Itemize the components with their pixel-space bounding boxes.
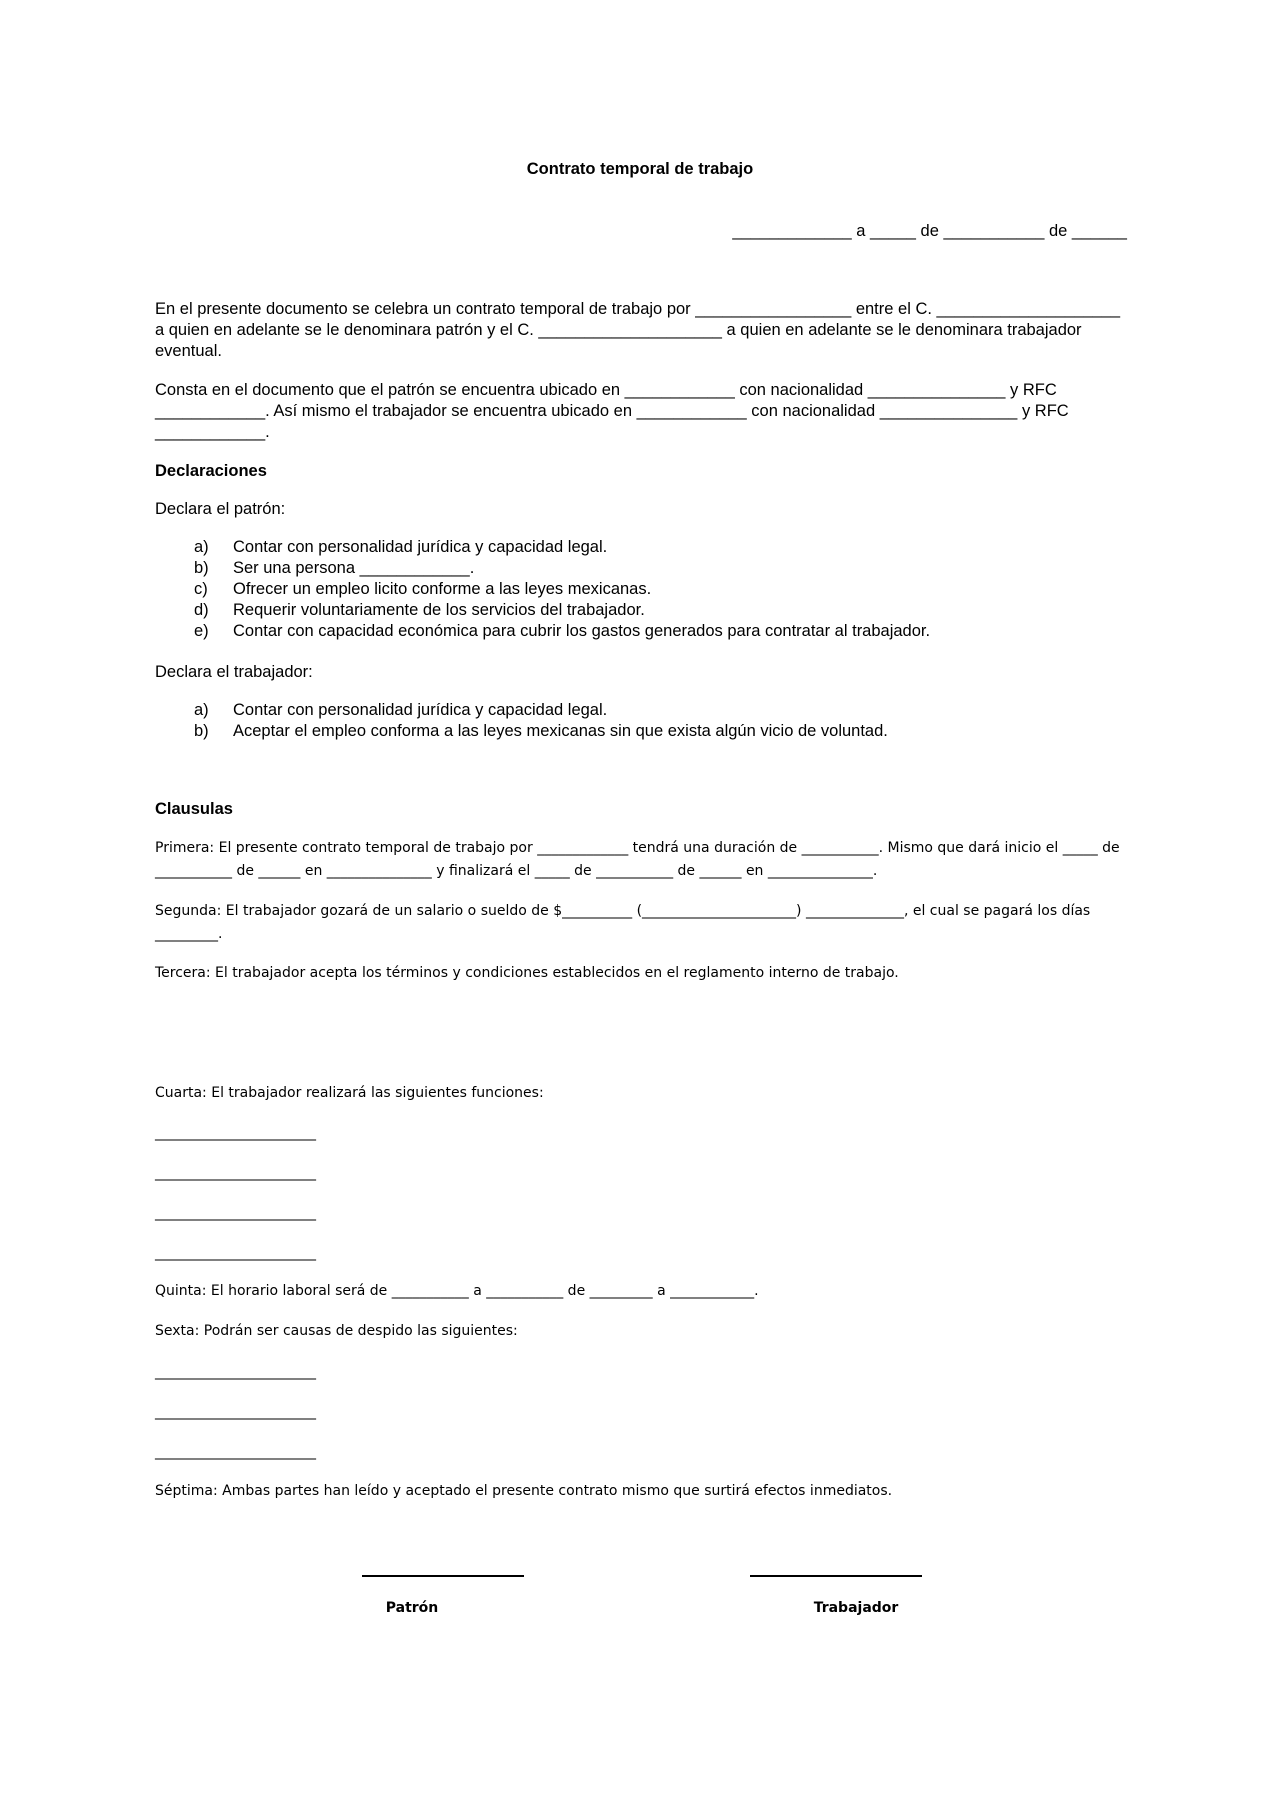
clausula-tercera: Tercera: El trabajador acepta los términos y condiciones establecidos en el reglamento interno de trabajo. <box>155 965 899 981</box>
list-item <box>155 600 1130 621</box>
list-marker: b) <box>194 722 209 740</box>
clausula-cuarta: Cuarta: El trabajador realizará las siguientes funciones: <box>155 1085 544 1101</box>
clausulas-heading: Clausulas <box>155 800 233 818</box>
list-item <box>155 721 1130 742</box>
list-item-text: Requerir voluntariamente de los servicios del trabajador. <box>233 601 645 619</box>
list-item <box>155 558 1130 579</box>
list-marker: e) <box>194 622 209 640</box>
list-marker: a) <box>194 701 209 719</box>
list-marker: b) <box>194 559 209 577</box>
list-marker: c) <box>194 580 208 598</box>
dismissal-blank: _______________________ <box>155 1404 316 1420</box>
list-marker: a) <box>194 538 209 556</box>
clausula-segunda: Segunda: El trabajador gozará de un salario o sueldo de $__________ (______________________) ______________, el cual se pagará los días _________. <box>155 903 1091 942</box>
patron-declaration-label: Declara el patrón: <box>155 500 286 518</box>
clausula-quinta: Quinta: El horario laboral será de ___________ a ___________ de _________ a ____________. <box>155 1283 759 1299</box>
list-item <box>155 621 1130 642</box>
document-title: Contrato temporal de trabajo <box>526 160 754 178</box>
trabajador-signature-line <box>750 1575 922 1577</box>
trabajador-signature-label: Trabajador <box>813 1600 899 1616</box>
list-item-text: Ser una persona ____________. <box>233 559 475 577</box>
declaraciones-heading: Declaraciones <box>155 462 267 480</box>
function-blank: _______________________ <box>155 1165 316 1181</box>
list-marker: d) <box>194 601 209 619</box>
function-blank: _______________________ <box>155 1205 316 1221</box>
list-item <box>155 537 1130 558</box>
patron-signature-line <box>362 1575 524 1577</box>
list-item-text: Contar con personalidad jurídica y capacidad legal. <box>233 701 608 719</box>
dismissal-blank: _______________________ <box>155 1364 316 1380</box>
location-paragraph: Consta en el documento que el patrón se encuentra ubicado en ____________ con nacionalidad _______________ y RFC ____________. Así mismo el trabajador se encuentra ubicado en ____________ con nacionalidad _______________ y RFC ____________. <box>155 381 1069 441</box>
list-item-text: Contar con personalidad jurídica y capacidad legal. <box>233 538 608 556</box>
list-item-text: Contar con capacidad económica para cubrir los gastos generados para contratar al trabajador. <box>233 622 931 640</box>
trabajador-declaration-label: Declara el trabajador: <box>155 663 313 681</box>
trabajador-declaration-list <box>155 700 1130 742</box>
date-line: _____________ a _____ de ___________ de ______ <box>732 222 1127 240</box>
function-blank: _______________________ <box>155 1245 316 1261</box>
list-item <box>155 700 1130 721</box>
clausula-primera: Primera: El presente contrato temporal de trabajo por _____________ tendrá una duración de ___________. Mismo que dará inicio el _____ de ___________ de ______ en _______________ y finalizará el _____ de ___________ de ______ en _______________. <box>155 840 1120 879</box>
clausula-sexta: Sexta: Podrán ser causas de despido las siguientes: <box>155 1323 518 1339</box>
function-blank: _______________________ <box>155 1125 316 1141</box>
patron-declaration-list <box>155 537 1130 642</box>
patron-signature-label: Patrón <box>385 1600 439 1616</box>
list-item-text: Ofrecer un empleo licito conforme a las leyes mexicanas. <box>233 580 652 598</box>
list-item <box>155 579 1130 600</box>
list-item-text: Aceptar el empleo conforma a las leyes mexicanas sin que exista algún vicio de voluntad. <box>233 722 888 740</box>
dismissal-blank: _______________________ <box>155 1444 316 1460</box>
intro-paragraph: En el presente documento se celebra un contrato temporal de trabajo por _________________ entre el C. ____________________ a quien en adelante se le denominara patrón y el C. ____________________ a quien en adelante se le denominara trabajador eventual. <box>155 300 1121 360</box>
clausula-septima: Séptima: Ambas partes han leído y aceptado el presente contrato mismo que surtirá efectos inmediatos. <box>155 1483 893 1499</box>
